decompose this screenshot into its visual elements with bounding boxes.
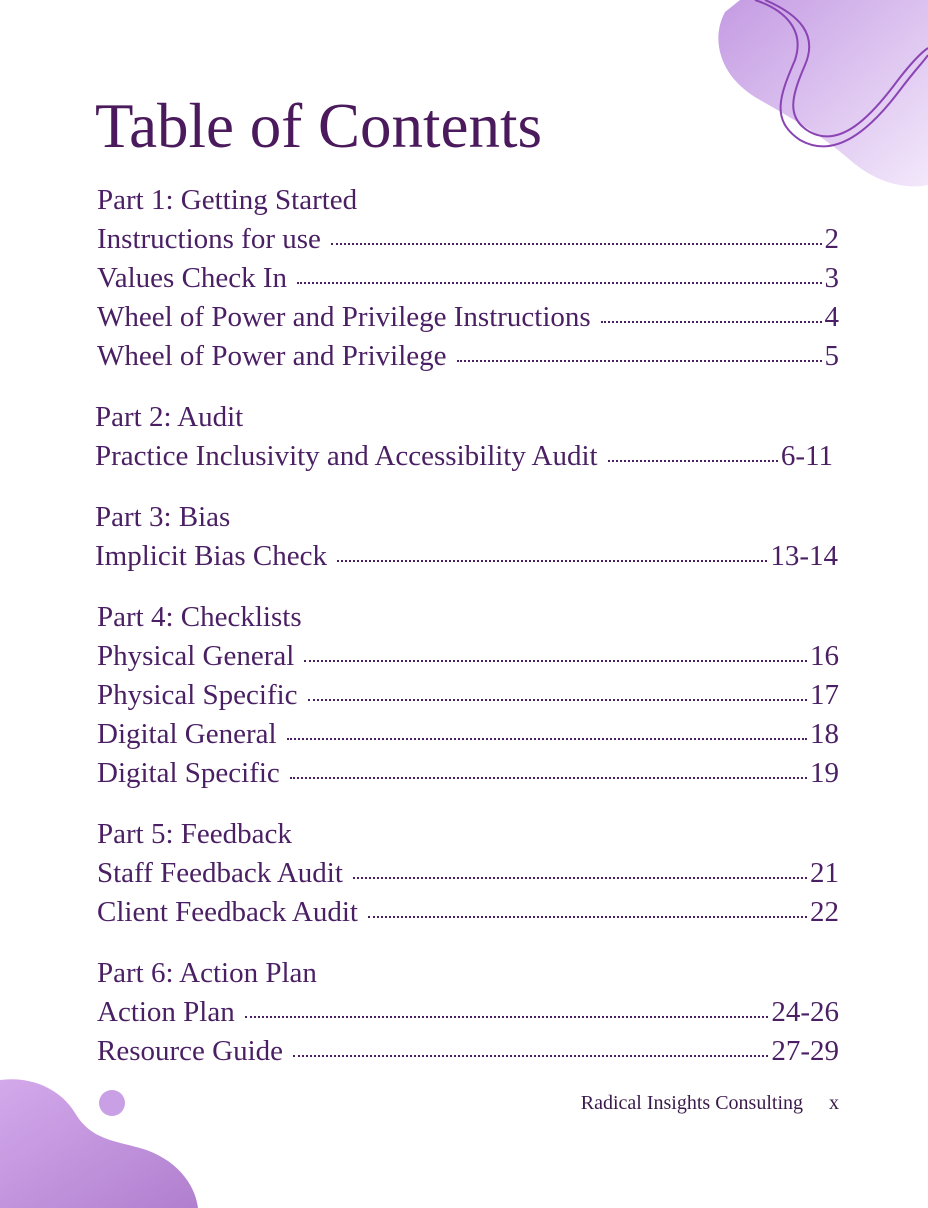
toc-entry[interactable]: [97, 754, 839, 793]
decorative-blob-bottom-left: [0, 1078, 210, 1208]
toc-entry-label: Implicit Bias Check: [95, 540, 327, 572]
toc-entry-page: 22: [810, 896, 839, 928]
toc-entry-page: 6-11: [780, 440, 833, 472]
toc-section-part-3: [95, 498, 838, 576]
section-heading: Part 4: Checklists: [97, 601, 302, 633]
dot-leader: [293, 1054, 768, 1057]
dot-leader: [353, 876, 807, 879]
toc-section-part-1: [97, 181, 839, 376]
toc-entry[interactable]: [97, 854, 839, 893]
dot-leader: [297, 281, 821, 284]
toc-entry[interactable]: [97, 637, 839, 676]
section-heading: Part 2: Audit: [95, 401, 244, 433]
toc-entry-label: Digital Specific: [97, 757, 280, 789]
dot-leader: [608, 459, 778, 462]
footer-page-number: x: [829, 1092, 839, 1114]
toc-entry-label: Digital General: [97, 718, 277, 750]
toc-entry-page: 5: [824, 340, 839, 372]
footer-company: Radical Insights Consulting: [580, 1092, 803, 1114]
toc-entry-label: Values Check In: [97, 262, 288, 294]
toc-entry-page: 3: [824, 262, 839, 294]
toc-section-part-6: [97, 954, 839, 1071]
page-footer: [581, 1090, 839, 1116]
dot-leader: [337, 559, 767, 562]
toc-entry-page: 13-14: [770, 540, 838, 572]
dot-leader: [368, 915, 807, 918]
section-heading: Part 5: Feedback: [97, 818, 292, 850]
toc-section-part-4: [97, 598, 839, 793]
dot-leader: [331, 242, 822, 245]
dot-leader: [290, 776, 807, 779]
toc-entry[interactable]: [97, 715, 839, 754]
toc-entry-page: 27-29: [771, 1035, 839, 1067]
toc-entry-page: 17: [810, 679, 839, 711]
section-heading: Part 6: Action Plan: [97, 957, 317, 989]
toc-entry[interactable]: [97, 893, 839, 932]
toc-entry-label: Resource Guide: [97, 1035, 284, 1067]
page-title: Table of Contents: [95, 91, 542, 161]
toc-entry-page: 16: [810, 640, 839, 672]
toc-entry-label: Physical Specific: [97, 679, 298, 711]
toc-entry[interactable]: [95, 537, 838, 576]
toc-entry-label: Wheel of Power and Privilege: [97, 340, 447, 372]
toc-entry-label: Practice Inclusivity and Accessibility Audit: [95, 440, 598, 472]
toc-entry-label: Action Plan: [97, 996, 235, 1028]
toc-entry[interactable]: [97, 220, 839, 259]
section-heading: Part 1: Getting Started: [97, 184, 358, 216]
toc-entry[interactable]: [97, 993, 839, 1032]
toc-entry-page: 21: [810, 857, 839, 889]
toc-entry-label: Physical General: [97, 640, 295, 672]
dot-leader: [457, 359, 822, 362]
toc-entry-label: Client Feedback Audit: [97, 896, 358, 928]
toc-entry-page: 18: [810, 718, 839, 750]
toc-entry[interactable]: [97, 259, 839, 298]
toc-entry-page: 19: [810, 757, 839, 789]
toc-entry[interactable]: [97, 298, 839, 337]
toc-entry-page: 2: [824, 223, 839, 255]
toc-entry-label: Wheel of Power and Privilege Instructions: [97, 301, 591, 333]
toc-section-part-2: [95, 398, 833, 476]
dot-leader: [601, 320, 822, 323]
decorative-blob-top-right: [700, 0, 928, 200]
toc-entry[interactable]: [97, 676, 839, 715]
toc-entry-page: 4: [824, 301, 839, 333]
dot-leader: [304, 659, 807, 662]
toc-entry[interactable]: [95, 437, 833, 476]
toc-entry[interactable]: [97, 337, 839, 376]
toc-section-part-5: [97, 815, 839, 932]
dot-leader: [287, 737, 807, 740]
dot-leader: [308, 698, 807, 701]
toc-entry-page: 24-26: [771, 996, 839, 1028]
toc-entry-label: Instructions for use: [97, 223, 321, 255]
toc-entry[interactable]: [97, 1032, 839, 1071]
toc-entry-label: Staff Feedback Audit: [97, 857, 343, 889]
dot-leader: [245, 1015, 769, 1018]
section-heading: Part 3: Bias: [95, 501, 231, 533]
